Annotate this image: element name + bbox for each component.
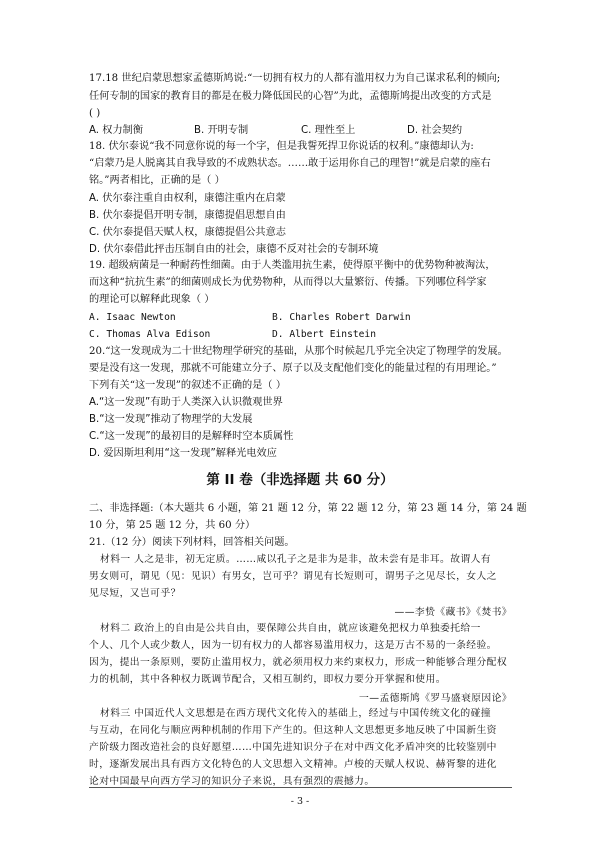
q19-option-a: A. Isaac Newton [89,312,176,323]
material2-source: 一—孟德斯鸠《罗马盛衰原因论》 [359,693,512,704]
q17-line1: 17.18 世纪启蒙思想家孟德斯鸠说:“一切拥有权力的人都有滥用权力为自己谋求私利的倾向; [89,73,501,84]
material3-line3: 产阶级力图改造社会的良好愿望……中国先进知识分子在对中西文化矛盾冲突的比较鉴别中 [89,742,497,753]
material1-line3: 见尽短，又岂可乎？ [89,588,181,599]
material1-source: ——李贽《藏书》《焚书》 [394,607,512,618]
q20-line1: 20.“这一发现成为二十世纪物理学研究的基础，从那个时候起几乎完全决定了物理学的发展。 [89,346,508,357]
section-intro-line2: 10 分，第 25 题 12 分，共 60 分） [89,520,256,531]
q17-blank: ( ) [89,108,101,119]
q18-line2: “启蒙乃是人脱离其自我导致的不成熟状态。……敢于运用你自己的理智!”就是启蒙的座右 [89,158,491,169]
q18-option-d: D. 伏尔泰借此抨击压制自由的社会，康德不反对社会的专制环境 [89,244,379,255]
q19-line2: 而这种“抗抗生素”的细菌则成长为优势物种，从而得以大量繁衍、传播。下列哪位科学家 [89,277,487,288]
material3-line1: 材料三 中国近代人文思想是在西方现代文化传入的基础上，经过与中国传统文化的碰撞 [100,708,491,719]
q19-option-d: D. Albert Einstein [272,329,376,340]
q18-option-b: B. 伏尔泰提倡开明专制，康德提倡思想自由 [89,210,286,221]
q18-option-c: C. 伏尔泰提倡天赋人权，康德提倡公共意志 [89,227,286,238]
q19-option-b: B. Charles Robert Darwin [272,312,411,323]
q20-option-d: D. 爱因斯坦利用“这一发现”解释光电效应 [89,448,277,459]
page-number: - 3 - [290,796,310,807]
section-intro-line1: 二、非选择题:（本大题共 6 小题，第 21 题 12 分，第 22 题 12 分，第 23 题 14 分，第 24 题 [89,503,527,514]
material3-line5: 论对中国最早向西方学习的知识分子来说，具有强烈的震撼力。 [89,776,375,787]
q17-option-d: D. 社会契约 [407,125,463,136]
q19-line1: 19. 超级病菌是一种耐药性细菌。由于人类滥用抗生素，使得原平衡中的优势物种被淘汰， [89,260,496,271]
q20-option-c: C.“这一发现”的最初目的是解释时空本质属性 [89,431,294,442]
q18-line3: 铭。”两者相比，正确的是（ ） [89,175,225,186]
q17-option-c: C. 理性至上 [301,125,356,136]
q19-option-c: C. Thomas Alva Edison [89,329,211,340]
section-title: 第 II 卷（非选择题 共 60 分） [206,472,394,488]
material2-line1: 材料二 政治上的自由是公共自由，要保障公共自由，就应该避免把权力单独委托给一 [100,623,481,634]
material3-line4: 时，逐渐发展出具有西方文化特色的人文思想入文精神。卢梭的天赋人权说、赫胥黎的进化 [89,759,497,770]
q17-option-a: A. 权力制衡 [89,125,144,136]
footer-divider [89,787,512,788]
material1-line2: 男女则可，谓见（见：见识）有男女，岂可乎？谓见有长短则可，谓男子之见尽长，女人之 [89,571,497,582]
q20-option-a: A.“这一发现”有助于人类深入认识微观世界 [89,397,283,408]
q18-line1: 18. 伏尔泰说“我不同意你说的每一个字，但是我誓死捍卫你说话的权利。”康德却认为: [89,141,474,152]
q20-line3: 下列有关“这一发现”的叙述不正确的是（ ） [89,380,287,391]
q18-option-a: A. 伏尔泰注重自由权利，康德注重内在启蒙 [89,193,286,204]
material3-line2: 与互动，在同化与顺应两种机制的作用下产生的。但这种人文思想更多地反映了中国新生资 [89,725,497,736]
q21-stem: 21.（12 分）阅读下列材料，回答相关问题。 [89,537,295,548]
q20-line2: 要是没有这一发现，那就不可能建立分子、原子以及支配他们变化的能量过程的有用理论。” [89,363,497,374]
q19-line3: 的理论可以解释此现象（ ） [89,294,215,305]
material1-line1: 材料一 人之是非，初无定质。……咸以孔子之是非为是非，故未尝有是非耳。故谓人有 [100,554,491,565]
q17-option-b: B. 开明专制 [194,125,249,136]
material2-line2: 个人、几个人或少数人，因为一切有权力的人都容易滥用权力，这是万古不易的一条经验。 [89,640,497,651]
q17-line2: 任何专制的国家的教育目的都是在极力降低国民的心智”为此，孟德斯鸠提出改变的方式是 [89,91,492,102]
q20-option-b: B.“这一发现”推动了物理学的大发展 [89,414,253,425]
material2-line4: 力的机制，其中各种权力既调节配合，又相互制约，即权力要分开掌握和使用。 [89,674,446,685]
material2-line3: 因为，提出一条原则，要防止滥用权力，就必须用权力来约束权力，形成一种能够合理分配权 [89,657,508,668]
